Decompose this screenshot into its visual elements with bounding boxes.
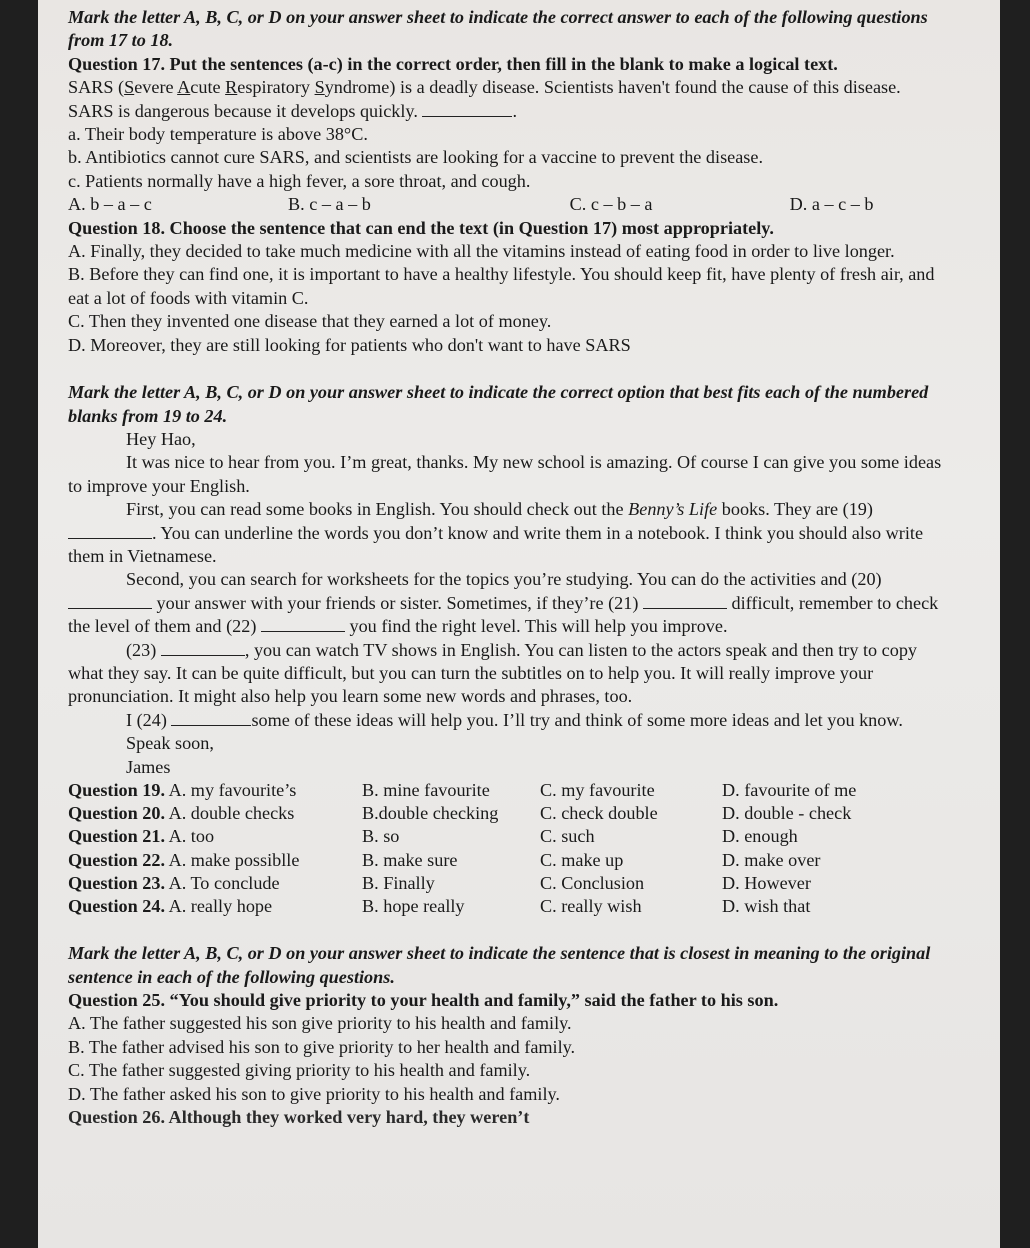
q21-stem-option-a[interactable]: Question 21. A. too [68, 826, 215, 847]
q22-option-c[interactable]: C. make up [540, 849, 624, 870]
letter-para-1: It was nice to hear from you. I’m great, thanks. My new school is amazing. Of course I can give you some ideas to improve your English. [68, 452, 942, 496]
q19-option-d[interactable]: D. favourite of me [722, 780, 857, 800]
blank-20 [68, 594, 152, 609]
q17-sentence-a: a. Their body temperature is above 38°C. [68, 124, 368, 145]
q20-stem-option-a[interactable]: Question 20. A. double checks [68, 803, 295, 824]
worksheet-content [68, 6, 948, 1129]
q19-option-b[interactable]: B. mine favourite [362, 780, 490, 800]
q17-sentence-b: b. Antibiotics cannot cure SARS, and scientists are looking for a vaccine to prevent the disease. [68, 147, 763, 168]
blank-24 [171, 711, 251, 726]
q18-option-c[interactable]: C. Then they invented one disease that they earned a lot of money. [68, 311, 552, 332]
q24-option-b[interactable]: B. hope really [362, 896, 465, 917]
q23-option-c[interactable]: C. Conclusion [540, 872, 645, 893]
letter-para-5: I (24) some of these ideas will help you. I’ll try and think of some more ideas and let you know. [126, 709, 903, 730]
q20-option-c[interactable]: C. check double [540, 803, 658, 824]
q17-option-a[interactable]: A. b – a – c [68, 194, 152, 215]
q17-options [68, 193, 948, 216]
spacer [68, 357, 948, 381]
q25-option-a[interactable]: A. The father suggested his son give priority to his health and family. [68, 1013, 572, 1034]
q18-option-d[interactable]: D. Moreover, they are still looking for patients who don't want to have SARS [68, 334, 631, 355]
q18-option-b[interactable]: B. Before they can find one, it is important to have a healthy lifestyle. You should keep fit, have plenty of fresh air, and eat a lot of foods with vitamin C. [68, 264, 935, 308]
letter-para-2: First, you can read some books in English. You should check out the Benny’s Life books. They are (19) . You can underline the words you don’t know and write them in a notebook. I think you should also write them in Vietnamese. [68, 499, 924, 566]
q17-blank [422, 102, 512, 117]
letter-para-4: (23) , you can watch TV shows in English. You can listen to the actors speak and then try to copy what they say. It can be quite difficult, but you can turn the subtitles on to help you. It will really improve your pronunciation. It might also help you learn some new words and phrases, too. [68, 639, 918, 707]
q23-option-b[interactable]: B. Finally [362, 872, 435, 893]
q25-option-c[interactable]: C. The father suggested giving priority to his health and family. [68, 1060, 531, 1081]
q22-option-d[interactable]: D. make over [722, 849, 821, 870]
spacer [68, 918, 948, 942]
q19-option-c[interactable]: C. my favourite [540, 780, 655, 800]
q17-passage: SARS (Severe Acute Respiratory Syndrome) is a deadly disease. Scientists haven't found the cause of this disease. SARS is dangerous because it develops quickly. . [68, 77, 901, 121]
section1-instruction: Mark the letter A, B, C, or D on your answer sheet to indicate the correct answer to each of the following questions from 17 to 18. [68, 7, 928, 51]
q17-stem: Question 17. Put the sentences (a-c) in the correct order, then fill in the blank to make a logical text. [68, 53, 838, 74]
letter-signature: James [126, 756, 171, 777]
book-title: Benny’s Life [628, 499, 718, 520]
q21-option-b[interactable]: B. so [362, 826, 400, 847]
q17-sentence-c: c. Patients normally have a high fever, a sore throat, and cough. [68, 170, 531, 191]
q24-option-d[interactable]: D. wish that [722, 896, 811, 917]
section3-instruction: Mark the letter A, B, C, or D on your answer sheet to indicate the sentence that is closest in meaning to the original sentence in each of the following questions. [68, 943, 931, 987]
q21-option-d[interactable]: D. enough [722, 826, 798, 847]
blank-19 [68, 524, 152, 539]
questions-19-24 [68, 779, 948, 918]
q25-option-d[interactable]: D. The father asked his son to give priority to his health and family. [68, 1083, 560, 1104]
q18-stem: Question 18. Choose the sentence that can end the text (in Question 17) most appropriately. [68, 217, 774, 238]
document-page [38, 0, 1000, 1248]
q24-stem-option-a[interactable]: Question 24. A. really hope [68, 896, 273, 917]
q25-stem: Question 25. “You should give priority to your health and family,” said the father to his son. [68, 990, 779, 1011]
q23-stem-option-a[interactable]: Question 23. A. To conclude [68, 872, 280, 893]
q17-option-d[interactable]: D. a – c – b [789, 194, 874, 215]
letter-para-3: Second, you can search for worksheets for the topics you’re studying. You can do the activities and (20) your answer with your friends or sister. Sometimes, if they’re (21) difficult, remember to check the level of them and (22) you find the right level. This will help you improve. [68, 569, 939, 637]
q20-option-b[interactable]: B.double checking [362, 803, 499, 824]
q17-option-b[interactable]: B. c – a – b [288, 194, 371, 215]
blank-23 [161, 641, 245, 656]
letter-greeting: Hey Hao, [126, 428, 196, 449]
q25-option-b[interactable]: B. The father advised his son to give priority to her health and family. [68, 1036, 576, 1057]
q23-option-d[interactable]: D. However [722, 872, 811, 893]
q20-option-d[interactable]: D. double - check [722, 803, 852, 824]
letter-closing: Speak soon, [126, 733, 214, 754]
q18-option-a[interactable]: A. Finally, they decided to take much medicine with all the vitamins instead of eating food in order to live longer. [68, 241, 895, 262]
q21-option-c[interactable]: C. such [540, 826, 595, 847]
q24-option-c[interactable]: C. really wish [540, 896, 642, 917]
section2-instruction: Mark the letter A, B, C, or D on your answer sheet to indicate the correct option that best fits each of the numbered blanks from 19 to 24. [68, 382, 929, 426]
q19-stem-option-a[interactable]: Question 19. A. my favourite’s [68, 780, 297, 800]
q22-stem-option-a[interactable]: Question 22. A. make possiblle [68, 849, 300, 870]
q22-option-b[interactable]: B. make sure [362, 849, 458, 870]
q17-option-c[interactable]: C. c – b – a [569, 194, 653, 215]
q26-stem: Question 26. Although they worked very hard, they weren’t [68, 1107, 530, 1128]
blank-22 [261, 617, 345, 632]
blank-21 [643, 594, 727, 609]
